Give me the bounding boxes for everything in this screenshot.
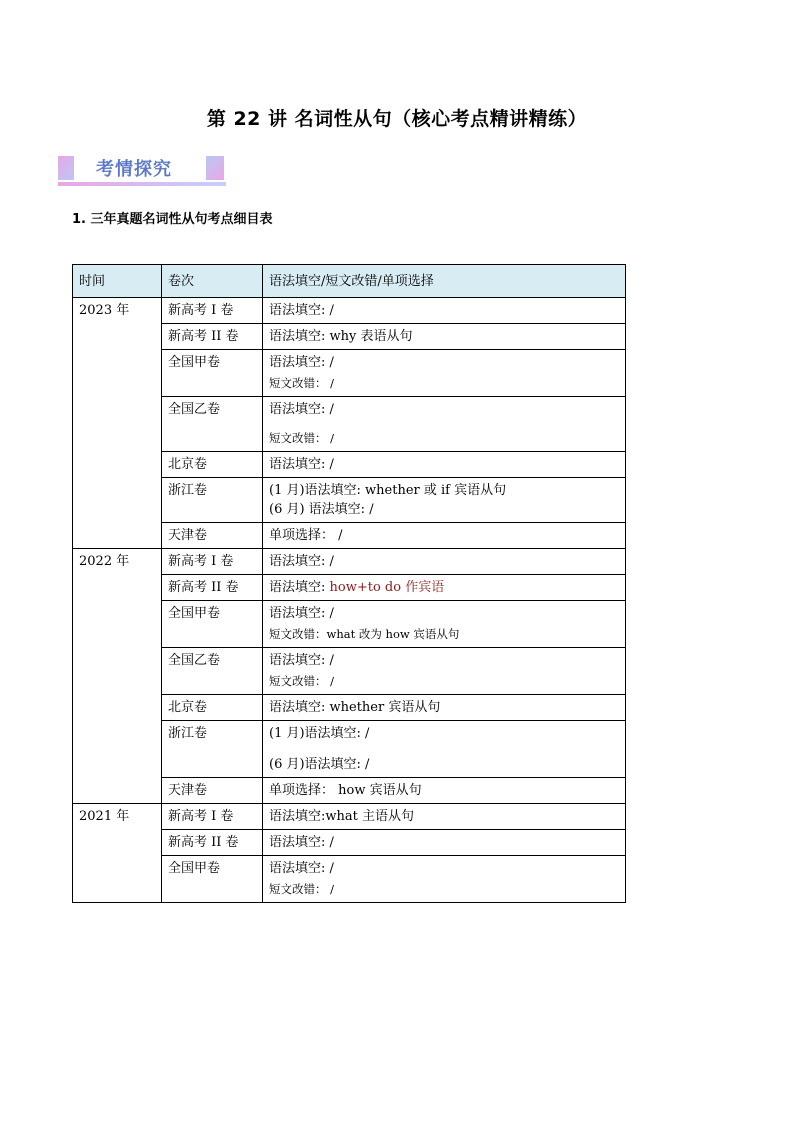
content-line: (6 月)语法填空: / bbox=[269, 757, 370, 772]
content-line: (6 月) 语法填空: / bbox=[269, 502, 374, 517]
content-line: 语法填空: / bbox=[269, 303, 334, 318]
content-line: 语法填空: / bbox=[269, 653, 334, 668]
content-cell bbox=[263, 298, 626, 324]
content-line: 语法填空: whether 宾语从句 bbox=[269, 700, 441, 715]
content-line: (1 月)语法填空: / bbox=[269, 726, 370, 741]
year-cell: 2022 年 bbox=[73, 549, 162, 804]
content-line: 语法填空: / bbox=[269, 402, 334, 417]
paper-cell: 浙江卷 bbox=[162, 721, 263, 778]
content-line: 短文改错： / bbox=[269, 376, 335, 390]
paper-cell: 全国乙卷 bbox=[162, 648, 263, 695]
content-line: 短文改错： / bbox=[269, 431, 335, 445]
content-line: 语法填空: / bbox=[269, 457, 334, 472]
content-cell bbox=[263, 695, 626, 721]
year-cell: 2021 年 bbox=[73, 804, 162, 903]
content-line: 单项选择： how 宾语从句 bbox=[269, 783, 422, 798]
highlighted-text: how+to do 作宾语 bbox=[329, 580, 445, 595]
content-cell bbox=[263, 575, 626, 601]
content-cell bbox=[263, 804, 626, 830]
content-cell bbox=[263, 601, 626, 648]
content-cell bbox=[263, 478, 626, 523]
paper-cell: 浙江卷 bbox=[162, 478, 263, 523]
table-row bbox=[73, 549, 626, 575]
content-cell bbox=[263, 648, 626, 695]
section-banner bbox=[58, 152, 228, 188]
page-title: 第 22 讲 名词性从句（核心考点精讲精练） bbox=[206, 108, 588, 130]
banner-underline bbox=[58, 182, 226, 186]
paper-cell: 北京卷 bbox=[162, 452, 263, 478]
paper-cell: 全国甲卷 bbox=[162, 601, 263, 648]
content-cell bbox=[263, 452, 626, 478]
content-line: 语法填空:what 主语从句 bbox=[269, 809, 414, 824]
content-line: 语法填空: / bbox=[269, 355, 334, 370]
content-line: 语法填空: why 表语从句 bbox=[269, 329, 413, 344]
content-cell bbox=[263, 549, 626, 575]
table-row bbox=[73, 804, 626, 830]
paper-cell: 新高考 II 卷 bbox=[162, 324, 263, 350]
content-line: 短文改错： / bbox=[269, 882, 335, 896]
paper-cell: 新高考 I 卷 bbox=[162, 804, 263, 830]
content-cell bbox=[263, 778, 626, 804]
paper-cell: 全国甲卷 bbox=[162, 350, 263, 397]
paper-cell: 新高考 I 卷 bbox=[162, 298, 263, 324]
content-line: 语法填空: / bbox=[269, 861, 334, 876]
year-cell: 2023 年 bbox=[73, 298, 162, 549]
content-line: 短文改错：what 改为 how 宾语从句 bbox=[269, 627, 460, 641]
content-line: 短文改错： / bbox=[269, 674, 335, 688]
table-row bbox=[73, 298, 626, 324]
exam-points-table bbox=[72, 264, 626, 903]
banner-decoration-left bbox=[58, 156, 74, 180]
paper-cell: 全国甲卷 bbox=[162, 856, 263, 903]
header-paper: 卷次 bbox=[162, 265, 263, 298]
content-line: 语法填空: / bbox=[269, 554, 334, 569]
content-line: (1 月)语法填空: whether 或 if 宾语从句 bbox=[269, 483, 507, 498]
paper-cell: 新高考 I 卷 bbox=[162, 549, 263, 575]
paper-cell: 天津卷 bbox=[162, 778, 263, 804]
paper-cell: 新高考 II 卷 bbox=[162, 575, 263, 601]
paper-cell: 新高考 II 卷 bbox=[162, 830, 263, 856]
table-header-row bbox=[73, 265, 626, 298]
content-line: 语法填空: / bbox=[269, 835, 334, 850]
content-line: 单项选择： / bbox=[269, 528, 343, 543]
content-cell bbox=[263, 350, 626, 397]
content-cell bbox=[263, 523, 626, 549]
content-cell bbox=[263, 856, 626, 903]
content-line bbox=[269, 579, 619, 596]
banner-decoration-right bbox=[206, 156, 224, 180]
paper-cell: 全国乙卷 bbox=[162, 397, 263, 452]
content-prefix: 语法填空: bbox=[269, 580, 330, 595]
content-line: 语法填空: / bbox=[269, 606, 334, 621]
content-cell bbox=[263, 324, 626, 350]
section-subtitle: 1. 三年真题名词性从句考点细目表 bbox=[72, 212, 273, 227]
paper-cell: 天津卷 bbox=[162, 523, 263, 549]
content-cell bbox=[263, 830, 626, 856]
banner-text: 考情探究 bbox=[96, 159, 172, 180]
content-cell bbox=[263, 397, 626, 452]
header-time: 时间 bbox=[73, 265, 162, 298]
paper-cell: 北京卷 bbox=[162, 695, 263, 721]
header-content: 语法填空/短文改错/单项选择 bbox=[263, 265, 626, 298]
content-cell bbox=[263, 721, 626, 778]
